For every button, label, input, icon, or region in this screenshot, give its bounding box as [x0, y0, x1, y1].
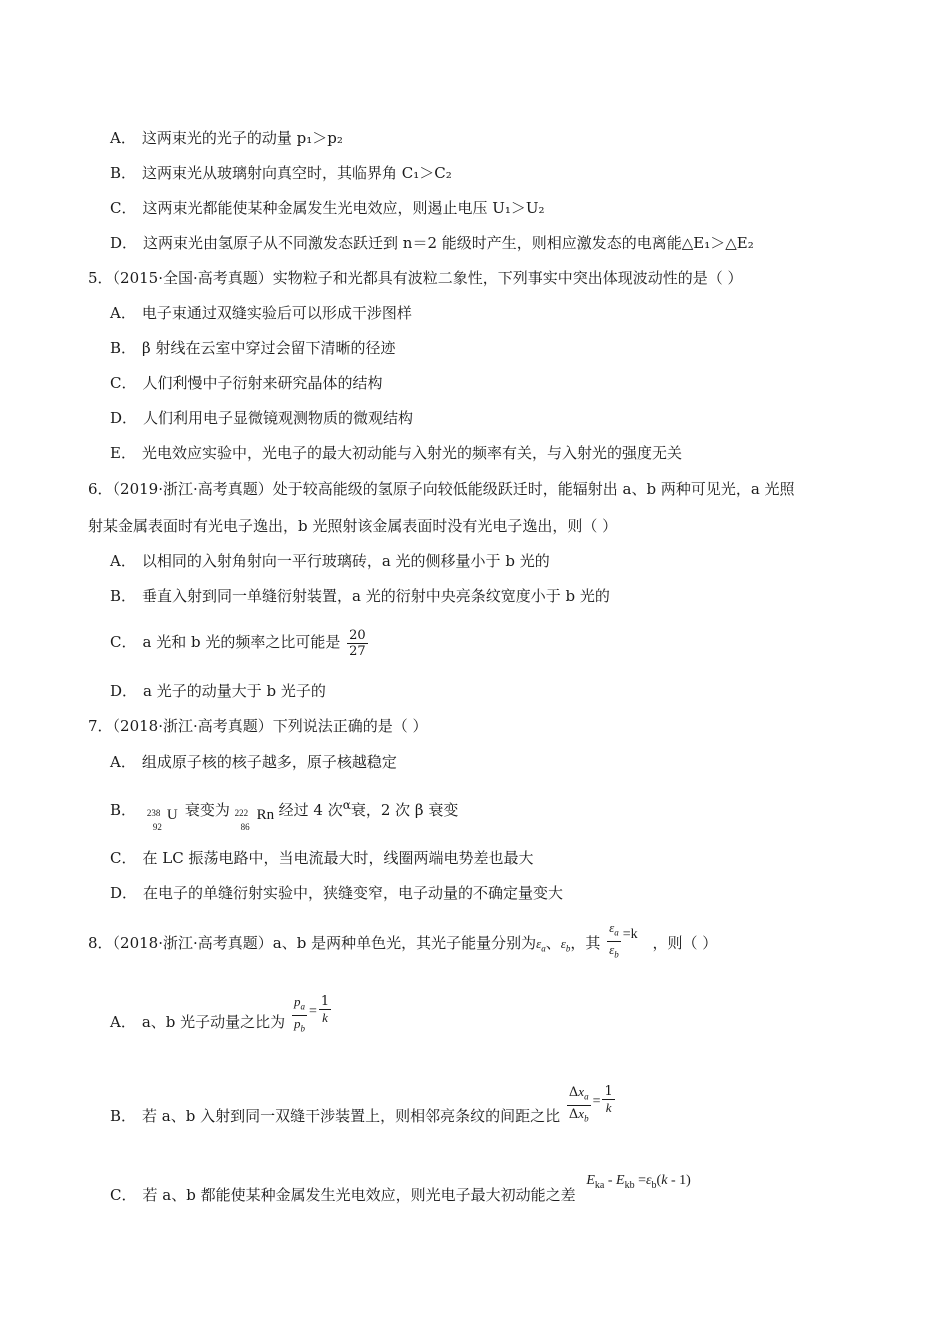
q5-option-d: D． 人们利用电子显微镜观测物质的微观结构 — [110, 409, 414, 427]
q6-option-a: A． 以相同的入射角射向一平行玻璃砖，a 光的侧移量小于 b 光的 — [110, 552, 550, 570]
momentum-ratio-fraction: $\frac{p_a}{p_b}$ — [293, 994, 305, 1034]
alpha-symbol: α — [342, 798, 351, 812]
q8-option-a: A． a、b 光子动量之比为 $\frac{p_a}{p_b}$ = $\frac{1}{k}$ — [110, 1002, 333, 1042]
one-over-k-fraction: $\frac{1}{k}$ — [320, 994, 330, 1025]
q8-stem: 8．（2018·浙江·高考真题）a、b 是两种单色光，其光子能量分别为$\varepsilon_a$、$\varepsilon_b$，其 $\frac{\varepsilon_a}{\varepsilon_b}$ =k ，则（ ） — [88, 918, 717, 974]
q5-option-a: A． 电子束通过双缝实验后可以形成干涉图样 — [110, 304, 412, 322]
q6-option-c: C． a 光和 b 光的频率之比可能是 $\frac{20}{27}$ — [110, 627, 366, 659]
q5-option-b: B． β 射线在云室中穿过会留下清晰的径迹 — [110, 339, 396, 357]
energy-ratio-fraction: $\frac{\varepsilon_a}{\varepsilon_b}$ — [609, 920, 619, 960]
q7-option-b: B． 238 92 U 衰变为 222 86 Rn 经过 4 次$^\alpha$衰，2 次 β 衰变 — [110, 798, 459, 832]
q7-option-c: C． 在 LC 振荡电路中，当电流最大时，线圈两端电势差也最大 — [110, 849, 534, 867]
q4-option-a: A． 这两束光的光子的动量 p₁＞p₂ — [110, 129, 343, 147]
fringe-spacing-ratio-fraction: $\frac{\Delta x_a}{\Delta x_b}$ — [568, 1084, 589, 1124]
q5-option-e: E． 光电效应实验中，光电子的最大初动能与入射光的频率有关，与入射光的强度无关 — [110, 444, 682, 462]
epsilon-b: $\varepsilon_b$ — [560, 936, 571, 954]
q8-option-b: B． 若 a、b 入射到同一双缝干涉装置上，则相邻亮条纹的间距之比 $\frac{\Delta x_a}{\Delta x_b}$ = $\frac{1}{k}$ — [110, 1084, 613, 1125]
uranium-nuclide: 238 92 U — [146, 807, 178, 832]
q8-option-c: C． 若 a、b 都能使某种金属发生光电效应，则光电子最大初动能之差 $E_{ka} - E_{kb} =\varepsilon_b(k - 1)$ — [110, 1180, 691, 1210]
q4-option-d: D． 这两束光由氢原子从不同激发态跃迁到 n＝2 能级时产生，则相应激发态的电离能△E₁＞△E₂ — [110, 234, 754, 252]
q7-stem: 7．（2018·浙江·高考真题）下列说法正确的是（ ） — [88, 717, 428, 735]
epsilon-a: $\varepsilon_a$ — [536, 936, 546, 954]
q7-option-d: D． 在电子的单缝衍射实验中，狭缝变窄，电子动量的不确定量变大 — [110, 884, 564, 902]
q5-option-c: C． 人们利慢中子衍射来研究晶体的结构 — [110, 374, 383, 392]
q6-option-d: D． a 光子的动量大于 b 光子的 — [110, 682, 326, 700]
kinetic-energy-formula: $E_{ka} - E_{kb} =\varepsilon_b(k - 1)$ — [586, 1173, 691, 1191]
q5-stem: 5．（2015·全国·高考真题）实物粒子和光都具有波粒二象性，下列事实中突出体现波动性的是（ ） — [88, 269, 743, 287]
q6-stem-line1: 6．（2019·浙江·高考真题）处于较高能级的氢原子向较低能级跃迁时，能辐射出 a、b 两种可见光，a 光照 — [88, 480, 795, 498]
q6-stem-line2: 射某金属表面时有光电子逸出，b 光照射该金属表面时没有光电子逸出，则（ ） — [88, 517, 618, 535]
q4-option-b: B． 这两束光从玻璃射向真空时，其临界角 C₁＞C₂ — [110, 164, 452, 182]
q4-option-c: C． 这两束光都能使某种金属发生光电效应，则遏止电压 U₁＞U₂ — [110, 199, 545, 217]
frequency-ratio-fraction: $\frac{20}{27}$ — [349, 627, 366, 659]
q7-option-a: A． 组成原子核的核子越多，原子核越稳定 — [110, 753, 397, 771]
radon-nuclide: 222 86 Rn — [234, 807, 275, 832]
one-over-k-fraction-b: $\frac{1}{k}$ — [604, 1084, 613, 1115]
q6-option-b: B． 垂直入射到同一单缝衍射装置，a 光的衍射中央亮条纹宽度小于 b 光的 — [110, 587, 610, 605]
